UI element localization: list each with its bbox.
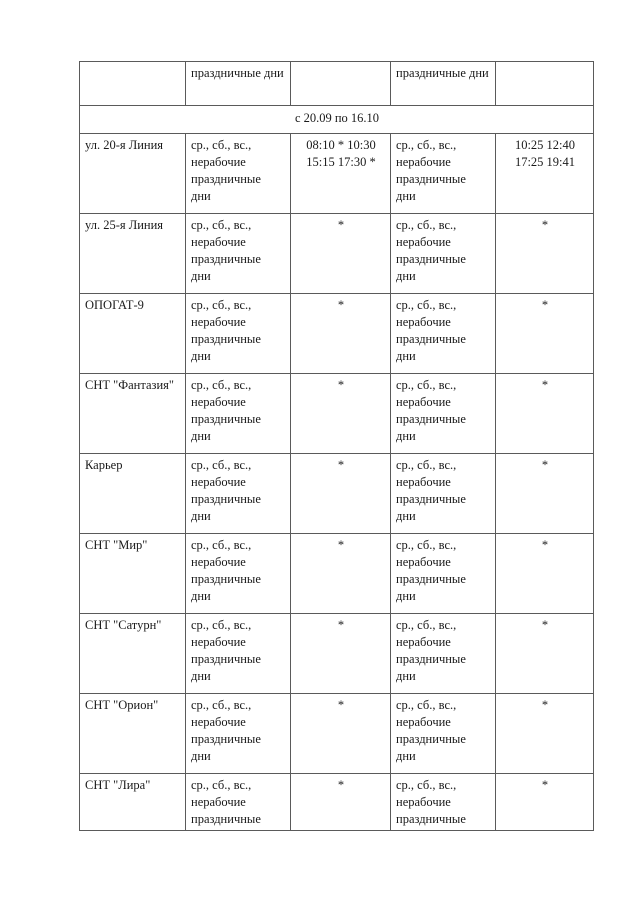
times-return-cell (496, 374, 594, 454)
time-line: 15:15 17:30 * (306, 155, 376, 169)
days-line: нерабочие (396, 715, 451, 729)
table-row (80, 614, 594, 694)
days-line: праздничные (191, 572, 261, 586)
days-return-cell (391, 214, 496, 294)
stop-name-cell: ОПОГАТ-9 (80, 294, 186, 374)
table-row (80, 774, 594, 831)
days-outbound-cell (186, 774, 291, 831)
days-line: ср., сб., вс., (191, 378, 252, 392)
days-outbound-cell (186, 694, 291, 774)
days-line: нерабочие (191, 315, 246, 329)
time-line: * (337, 778, 345, 792)
days-line: праздничные (191, 732, 261, 746)
times-return-cell (496, 294, 594, 374)
days-line: дни (396, 669, 416, 683)
days-return-cell (391, 374, 496, 454)
stop-name-cell: СНТ "Фантазия" (80, 374, 186, 454)
table-row (80, 214, 594, 294)
days-line: нерабочие (191, 635, 246, 649)
times-return-cell (496, 774, 594, 831)
time-line: * (337, 298, 345, 312)
days-line: нерабочие (191, 795, 246, 809)
stop-cell (80, 62, 186, 106)
schedule-table (79, 61, 594, 831)
times-outbound-cell (291, 294, 391, 374)
days-line: ср., сб., вс., (191, 298, 252, 312)
days-line: дни (396, 269, 416, 283)
days-line: ср., сб., вс., (191, 138, 252, 152)
stop-name-cell: СНТ "Сатурн" (80, 614, 186, 694)
days-line: ср., сб., вс., (396, 458, 457, 472)
days-line: ср., сб., вс., (396, 538, 457, 552)
days-line: ср., сб., вс., (396, 138, 457, 152)
times-return-cell (496, 62, 594, 106)
days-outbound-cell: праздничные дни (186, 62, 291, 106)
days-line: нерабочие (396, 555, 451, 569)
days-line: дни (191, 349, 211, 363)
days-return-cell (391, 134, 496, 214)
times-return-cell (496, 134, 594, 214)
days-line: праздничные (396, 412, 466, 426)
days-line: дни (396, 349, 416, 363)
times-outbound-cell (291, 534, 391, 614)
days-line: праздничные (396, 492, 466, 506)
days-line: дни (191, 749, 211, 763)
time-line: * (337, 378, 345, 392)
stop-name-cell: СНТ "Лира" (80, 774, 186, 831)
times-return-cell (496, 614, 594, 694)
days-line: ср., сб., вс., (396, 378, 457, 392)
time-line: * (337, 698, 345, 712)
time-line: * (337, 618, 345, 632)
days-line: дни (191, 509, 211, 523)
time-line: * (541, 778, 549, 792)
days-line: ср., сб., вс., (191, 778, 252, 792)
times-outbound-cell (291, 134, 391, 214)
stop-name-cell: СНТ "Орион" (80, 694, 186, 774)
days-line: нерабочие (396, 235, 451, 249)
days-line: дни (191, 429, 211, 443)
days-line: ср., сб., вс., (191, 218, 252, 232)
days-line: ср., сб., вс., (396, 218, 457, 232)
days-return-cell (391, 694, 496, 774)
times-outbound-cell (291, 374, 391, 454)
days-line: нерабочие (396, 795, 451, 809)
days-line: праздничные (396, 732, 466, 746)
days-line: праздничные (191, 412, 261, 426)
days-line: нерабочие (191, 235, 246, 249)
days-line: праздничные (191, 252, 261, 266)
days-return-cell (391, 294, 496, 374)
days-line: праздничные (396, 652, 466, 666)
days-line: нерабочие (396, 395, 451, 409)
table-row-continued (80, 62, 594, 106)
days-return-cell (391, 454, 496, 534)
days-line: праздничные (191, 492, 261, 506)
times-outbound-cell (291, 774, 391, 831)
time-line: 08:10 * 10:30 (306, 138, 376, 152)
days-line: дни (191, 589, 211, 603)
days-line: праздничные (396, 172, 466, 186)
days-outbound-cell (186, 614, 291, 694)
days-return-cell: праздничные дни (391, 62, 496, 106)
time-line: * (541, 458, 549, 472)
days-line: праздничные (191, 172, 261, 186)
time-line: * (337, 218, 345, 232)
time-line: * (337, 458, 345, 472)
days-line: нерабочие (191, 715, 246, 729)
time-line: * (541, 538, 549, 552)
time-line: 10:25 12:40 (514, 138, 576, 152)
time-line: * (541, 698, 549, 712)
days-line: праздничные (396, 332, 466, 346)
days-line: ср., сб., вс., (191, 618, 252, 632)
times-return-cell (496, 534, 594, 614)
days-line: праздничные (191, 812, 261, 826)
stop-name-cell: ул. 20-я Линия (80, 134, 186, 214)
days-line: нерабочие (191, 475, 246, 489)
days-line: праздничные (396, 812, 466, 826)
days-line: праздничные (191, 332, 261, 346)
days-line: дни (396, 189, 416, 203)
days-line: нерабочие (396, 475, 451, 489)
days-line: дни (191, 669, 211, 683)
time-line: * (541, 378, 549, 392)
time-line: * (337, 538, 345, 552)
days-line: ср., сб., вс., (191, 538, 252, 552)
period-label: с 20.09 по 16.10 (80, 106, 594, 134)
times-outbound-cell (291, 214, 391, 294)
days-outbound-cell (186, 534, 291, 614)
days-line: дни (396, 509, 416, 523)
table-row (80, 534, 594, 614)
days-outbound-cell (186, 214, 291, 294)
table-row (80, 694, 594, 774)
times-return-cell (496, 214, 594, 294)
period-row (80, 106, 594, 134)
times-outbound-cell (291, 694, 391, 774)
days-line: дни (396, 749, 416, 763)
days-outbound-cell (186, 454, 291, 534)
time-line: * (541, 218, 549, 232)
table-row (80, 294, 594, 374)
days-return-cell (391, 614, 496, 694)
days-line: дни (191, 269, 211, 283)
days-line: праздничные (191, 652, 261, 666)
days-line: ср., сб., вс., (396, 298, 457, 312)
days-line: дни (396, 429, 416, 443)
days-line: нерабочие (191, 155, 246, 169)
times-outbound-cell (291, 454, 391, 534)
time-line: * (541, 298, 549, 312)
days-line: нерабочие (396, 315, 451, 329)
days-line: дни (191, 189, 211, 203)
table-row (80, 374, 594, 454)
table-row (80, 134, 594, 214)
days-line: нерабочие (191, 555, 246, 569)
days-line: ср., сб., вс., (191, 698, 252, 712)
stop-name-cell: Карьер (80, 454, 186, 534)
time-line: * (541, 618, 549, 632)
times-outbound-cell (291, 62, 391, 106)
days-line: ср., сб., вс., (396, 698, 457, 712)
times-return-cell (496, 694, 594, 774)
stop-name-cell: СНТ "Мир" (80, 534, 186, 614)
days-line: ср., сб., вс., (191, 458, 252, 472)
time-line: 17:25 19:41 (514, 155, 576, 169)
days-line: ср., сб., вс., (396, 778, 457, 792)
table-row (80, 454, 594, 534)
days-return-cell (391, 774, 496, 831)
days-line: дни (396, 589, 416, 603)
days-line: нерабочие (396, 635, 451, 649)
stop-name-cell: ул. 25-я Линия (80, 214, 186, 294)
days-outbound-cell (186, 294, 291, 374)
days-line: праздничные (396, 252, 466, 266)
days-line: ср., сб., вс., (396, 618, 457, 632)
days-line: нерабочие (191, 395, 246, 409)
times-return-cell (496, 454, 594, 534)
days-line: нерабочие (396, 155, 451, 169)
days-outbound-cell (186, 374, 291, 454)
times-outbound-cell (291, 614, 391, 694)
days-return-cell (391, 534, 496, 614)
days-line: праздничные (396, 572, 466, 586)
days-outbound-cell (186, 134, 291, 214)
